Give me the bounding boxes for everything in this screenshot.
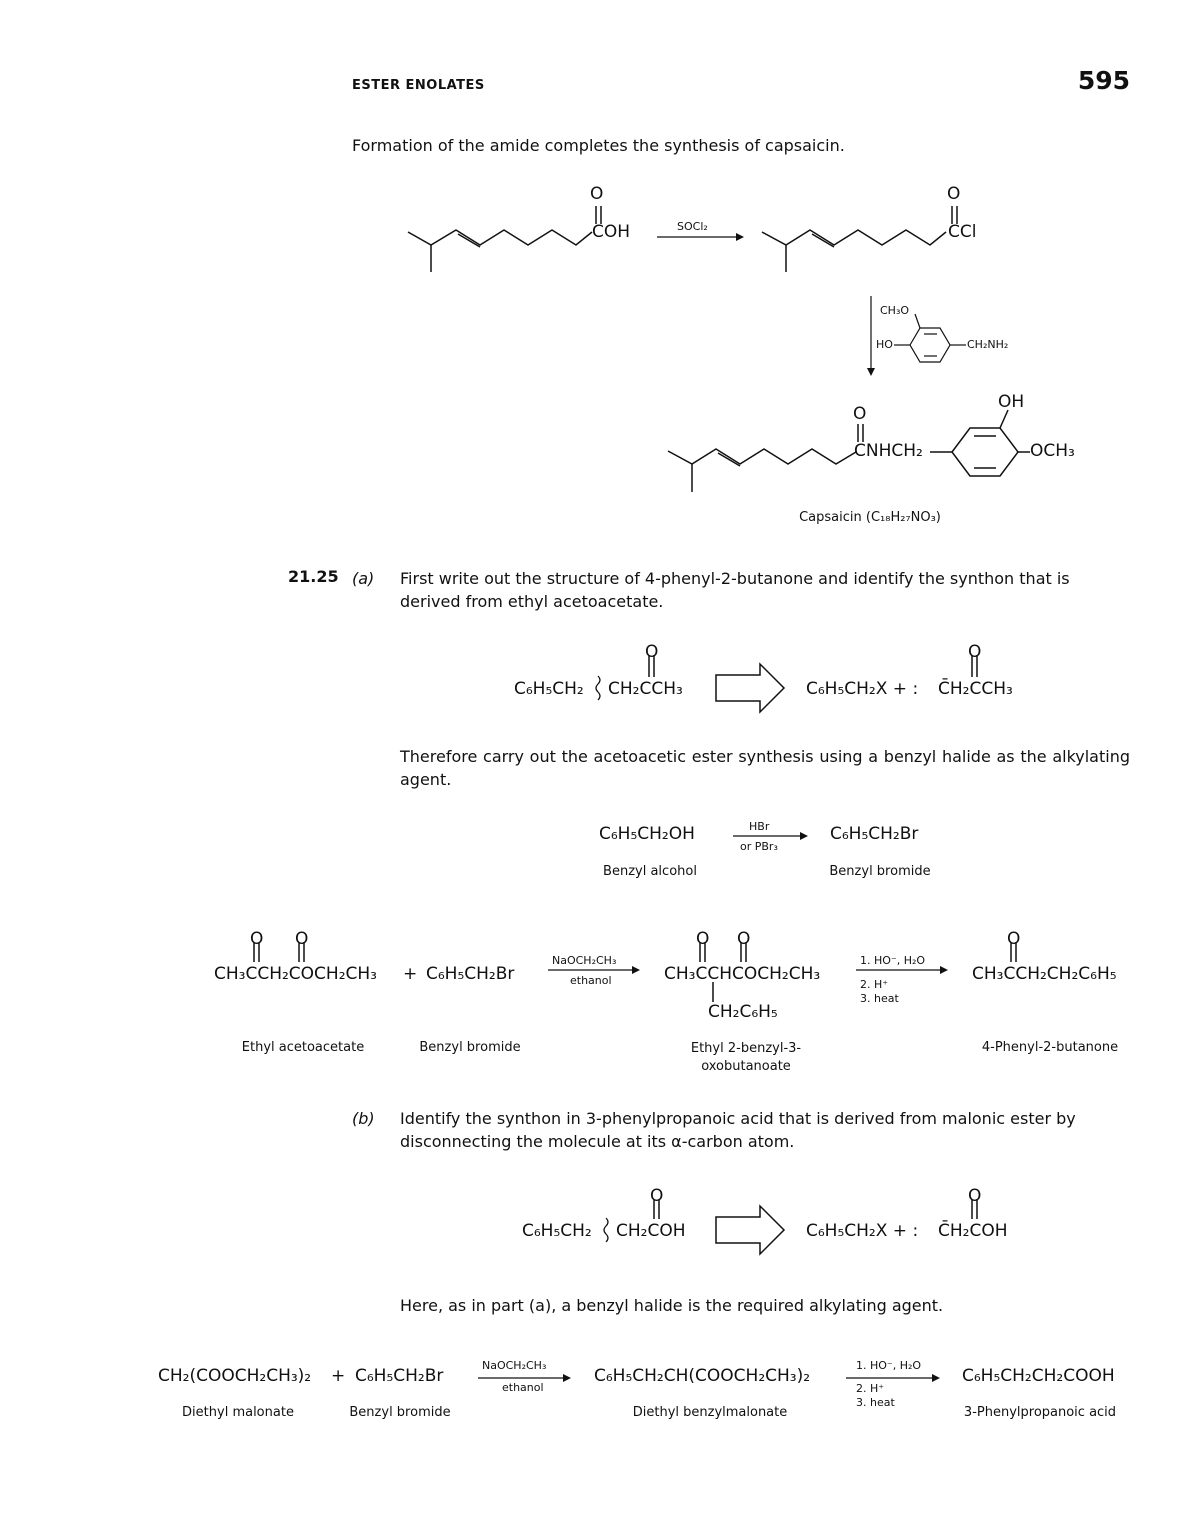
- capsaicin-och3: OCH₃: [1030, 441, 1075, 461]
- diethyl-malonate-name: Diethyl malonate: [182, 1405, 294, 1420]
- mal-benzyl-bromide-formula: C₆H₅CH₂Br: [355, 1366, 444, 1386]
- capsaicin-caption: Capsaicin (C₁₈H₂₇NO₃): [799, 510, 941, 525]
- aa-solvent: ethanol: [570, 974, 612, 987]
- aa-intermediate-formula: CH₃CCHCOCH₂CH₃: [664, 964, 821, 984]
- phenylbutanone-name: 4-Phenyl-2-butanone: [981, 1040, 1119, 1055]
- diethyl-benzylmalonate-formula: C₆H₅CH₂CH(COOCH₂CH₃)₂: [594, 1366, 811, 1386]
- amine-ch2nh2: CH₂NH₂: [967, 338, 1009, 351]
- retro-a-synthons: C₆H₅CH₂X + :: [806, 679, 919, 699]
- benzyl-bromide-name: Benzyl bromide: [829, 864, 931, 879]
- therefore-text: Therefore carry out the acetoacetic ester synthesis using a benzyl halide as the alkylating agent.: [400, 747, 1130, 789]
- aa-plus: +: [403, 964, 418, 984]
- aa-base-reagent: NaOCH₂CH₃: [552, 954, 617, 967]
- problem-number: 21.25: [288, 567, 339, 586]
- diethyl-malonate-formula: CH₂(COOCH₂CH₃)₂: [158, 1366, 312, 1386]
- mal-base-reagent: NaOCH₂CH₃: [482, 1359, 547, 1372]
- acyl-chloride-label: CCl: [948, 222, 977, 242]
- retro-a-target-part2: CH₂CCH₃: [608, 679, 683, 699]
- aa-step-1: 1. HO⁻, H₂O: [860, 954, 926, 967]
- mal-step-1: 1. HO⁻, H₂O: [856, 1359, 922, 1372]
- acyl-carbonyl-oxygen: O: [947, 184, 961, 204]
- benzyl-alcohol-name: Benzyl alcohol: [603, 864, 697, 879]
- aa-int-oxygen-2: O: [737, 929, 751, 949]
- aa-intermediate-benzyl: CH₂C₆H₅: [708, 1002, 778, 1022]
- mal-solvent: ethanol: [502, 1381, 544, 1394]
- running-title: ESTER ENOLATES: [352, 78, 485, 93]
- mal-plus: +: [331, 1366, 346, 1386]
- aa-prod-oxygen: O: [1007, 929, 1021, 949]
- benzyl-alcohol-formula: C₆H₅CH₂OH: [599, 824, 695, 844]
- phenylbutanone-formula: CH₃CCH₂CH₂C₆H₅: [972, 964, 1117, 984]
- amide-carbonyl-oxygen: O: [853, 404, 867, 424]
- capsaicin-amide-label: CNHCH₂: [854, 441, 923, 461]
- part-b-label: (b): [352, 1109, 375, 1128]
- retro-a-enolate-synthon: C̄H₂CCH₃: [938, 679, 1013, 699]
- mal-benzyl-bromide-name: Benzyl bromide: [349, 1405, 451, 1420]
- part-a-text: First write out the structure of 4-phenyl-2-butanone and identify the synthon that is derived from ethyl acetoacetate.: [400, 569, 1070, 611]
- aa-oxygen-1: O: [250, 929, 264, 949]
- pbr3-reagent: or PBr₃: [740, 840, 778, 853]
- aa-benzyl-bromide-name: Benzyl bromide: [419, 1040, 521, 1055]
- acid-group-label: COH: [592, 222, 631, 242]
- page-number: 595: [1077, 66, 1130, 95]
- part-a-label: (a): [352, 569, 375, 588]
- ethyl-benzyl-oxobutanoate-name: Ethyl 2-benzyl-3-oxobutanoate: [690, 1041, 802, 1074]
- retro-a-oxygen-left: O: [645, 642, 659, 662]
- capsaicin-oh: OH: [998, 392, 1025, 412]
- retro-b-synthons: C₆H₅CH₂X + :: [806, 1221, 919, 1241]
- amine-ch3o: CH₃O: [880, 304, 910, 317]
- retro-a-target-part1: C₆H₅CH₂: [514, 679, 584, 699]
- ethyl-acetoacetate-name: Ethyl acetoacetate: [241, 1040, 365, 1055]
- diethyl-benzylmalonate-name: Diethyl benzylmalonate: [632, 1405, 788, 1420]
- aa-oxygen-2: O: [295, 929, 309, 949]
- here-text: Here, as in part (a), a benzyl halide is the required alkylating agent.: [400, 1296, 944, 1315]
- mal-step-3: 3. heat: [856, 1396, 895, 1409]
- hbr-reagent: HBr: [749, 820, 770, 833]
- retro-b-oxygen-right: O: [968, 1186, 982, 1206]
- retro-b-enolate-synthon: C̄H₂COH: [938, 1221, 1008, 1241]
- intro-sentence: Formation of the amide completes the synthesis of capsaicin.: [352, 136, 845, 155]
- acid-carbonyl-oxygen: O: [590, 184, 604, 204]
- phenylpropanoic-acid-formula: C₆H₅CH₂CH₂COOH: [962, 1366, 1115, 1386]
- retro-b-oxygen-left: O: [650, 1186, 664, 1206]
- phenylpropanoic-acid-name: 3-Phenylpropanoic acid: [963, 1405, 1117, 1420]
- aa-benzyl-bromide-formula: C₆H₅CH₂Br: [426, 964, 515, 984]
- retro-a-oxygen-right: O: [968, 642, 982, 662]
- retro-b-target-part2: CH₂COH: [616, 1221, 686, 1241]
- part-b-text: Identify the synthon in 3-phenylpropanoic acid that is derived from malonic ester by disconnecting the molecule at its α-carbon atom.: [400, 1109, 1076, 1151]
- amine-ho: HO: [876, 338, 893, 351]
- aa-int-oxygen-1: O: [696, 929, 710, 949]
- ethyl-acetoacetate-formula: CH₃CCH₂COCH₂CH₃: [214, 964, 377, 984]
- aa-step-3: 3. heat: [860, 992, 899, 1005]
- mal-step-2: 2. H⁺: [856, 1382, 885, 1395]
- aa-step-2: 2. H⁺: [860, 978, 889, 991]
- benzyl-bromide-formula: C₆H₅CH₂Br: [830, 824, 919, 844]
- socl2-reagent: SOCl₂: [677, 220, 708, 233]
- retro-b-target-part1: C₆H₅CH₂: [522, 1221, 592, 1241]
